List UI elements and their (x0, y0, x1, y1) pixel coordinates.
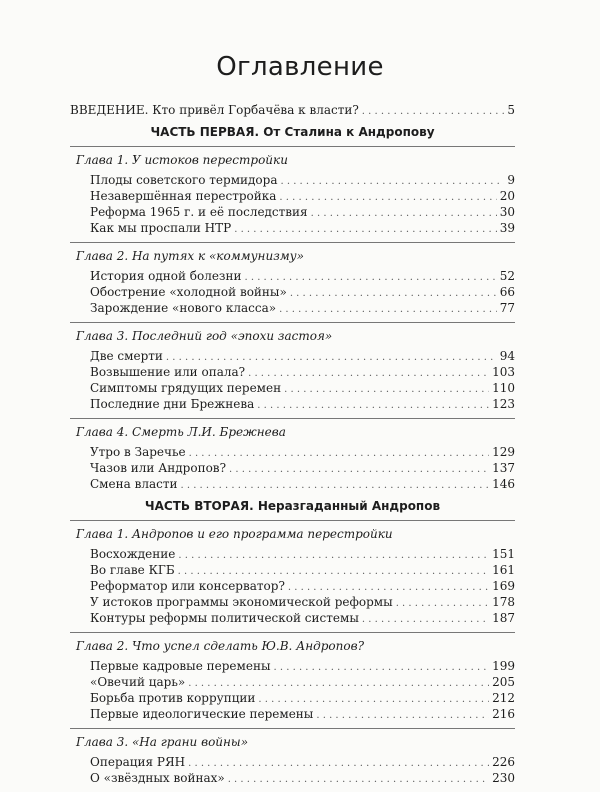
chapter-heading: Глава 1. У истоков перестройки (70, 146, 515, 168)
dot-leader (180, 478, 489, 494)
dot-leader (178, 548, 489, 564)
dot-leader (316, 708, 489, 724)
chapter-heading: Глава 2. Что успел сделать Ю.В. Андропов? (70, 632, 515, 654)
toc-page-number: 77 (499, 301, 515, 315)
toc-page-number: 123 (492, 397, 515, 411)
toc-entry[interactable] (70, 770, 515, 786)
toc-entry[interactable] (70, 690, 515, 706)
toc-entry[interactable] (70, 460, 515, 476)
toc-page-number: 151 (492, 547, 515, 561)
dot-leader (311, 206, 497, 222)
dot-leader (234, 222, 497, 238)
chapter-heading: Глава 3. Последний год «эпохи застоя» (70, 322, 515, 344)
chapter-group (70, 632, 515, 722)
toc-entry-label: Как мы проспали НТР (90, 221, 232, 235)
chapter-heading: Глава 3. «На грани войны» (70, 728, 515, 750)
toc-page-number: 5 (507, 103, 515, 117)
toc-entry-label: Контуры реформы политической системы (90, 611, 359, 625)
toc-entry-label: Операция РЯН (90, 755, 186, 769)
dot-leader (279, 302, 497, 318)
toc-page-number: 52 (499, 269, 515, 283)
toc-entry-label: У истоков программы экономической реформы (90, 595, 393, 609)
chapter-heading: Глава 4. Смерть Л.И. Брежнева (70, 418, 515, 440)
toc-entry[interactable] (70, 594, 515, 610)
toc-page-number: 205 (492, 675, 515, 689)
toc-page-number: 212 (492, 691, 515, 705)
dot-leader (290, 286, 497, 302)
toc-entry-label: Восхождение (90, 547, 176, 561)
toc-page-number: 169 (492, 579, 515, 593)
toc-page-number: 187 (492, 611, 515, 625)
dot-leader (274, 660, 490, 676)
toc-page-number: 216 (492, 707, 515, 721)
dot-leader (284, 382, 489, 398)
toc-page-number: 230 (492, 771, 515, 785)
chapter-group (70, 728, 515, 786)
dot-leader (362, 612, 489, 628)
toc-page-number: 178 (492, 595, 515, 609)
toc-page-number: 199 (492, 659, 515, 673)
toc-entry-label: Смена власти (90, 477, 178, 491)
toc-entry[interactable] (70, 348, 515, 364)
toc-entry[interactable] (70, 284, 515, 300)
toc-page-number: 94 (499, 349, 515, 363)
toc-page-number: 103 (492, 365, 515, 379)
toc-page-number: 20 (499, 189, 515, 203)
toc-entry[interactable] (70, 562, 515, 578)
toc-entry-label: Реформатор или консерватор? (90, 579, 285, 593)
chapter-group (70, 146, 515, 236)
toc-entry[interactable] (70, 268, 515, 284)
chapter-group (70, 520, 515, 626)
dot-leader (248, 366, 489, 382)
chapter-heading: Глава 2. На путях к «коммунизму» (70, 242, 515, 264)
toc-entry-label: «Овечий царь» (90, 675, 186, 689)
toc-page-number: 226 (492, 755, 515, 769)
dot-leader (280, 174, 504, 190)
toc-entry-label: Утро в Заречье (90, 445, 186, 459)
toc-entry[interactable] (70, 300, 515, 316)
toc-entry-label: Борьба против коррупции (90, 691, 256, 705)
toc-entry[interactable] (70, 204, 515, 220)
toc-entry-label: Чазов или Андропов? (90, 461, 226, 475)
toc-entry[interactable] (70, 546, 515, 562)
toc-entry[interactable] (70, 754, 515, 770)
toc-entry-label: Две смерти (90, 349, 163, 363)
toc-entry[interactable] (70, 396, 515, 412)
toc-entry[interactable] (70, 674, 515, 690)
dot-leader (228, 772, 489, 788)
toc-entry-label: История одной болезни (90, 269, 242, 283)
toc-entry-label: Реформа 1965 г. и её последствия (90, 205, 308, 219)
toc-entry-label: О «звёздных войнах» (90, 771, 225, 785)
toc-entry[interactable] (70, 220, 515, 236)
toc-entry[interactable] (70, 706, 515, 722)
toc-page-number: 30 (499, 205, 515, 219)
part-heading: ЧАСТЬ ПЕРВАЯ. От Сталина к Андропову (150, 125, 435, 139)
dot-leader (257, 398, 489, 414)
dot-leader (189, 446, 490, 462)
toc-entry-label: Зарождение «нового класса» (90, 301, 277, 315)
chapter-group (70, 242, 515, 316)
table-of-contents (70, 102, 515, 792)
toc-entry-label: Первые идеологические перемены (90, 707, 314, 721)
toc-entry[interactable] (70, 658, 515, 674)
toc-entry-label: Первые кадровые перемены (90, 659, 271, 673)
toc-page-number: 110 (492, 381, 515, 395)
dot-leader (229, 462, 489, 478)
toc-entry[interactable] (70, 610, 515, 626)
toc-entry[interactable] (70, 476, 515, 492)
toc-page-number: 9 (507, 173, 515, 187)
toc-entry[interactable] (70, 444, 515, 460)
toc-page-number: 39 (499, 221, 515, 235)
toc-entry-label: Плоды советского термидора (90, 173, 278, 187)
chapter-group (70, 322, 515, 412)
toc-entry-introduction[interactable] (70, 102, 515, 118)
toc-entry-label: Во главе КГБ (90, 563, 175, 577)
dot-leader (362, 104, 505, 120)
toc-entry-label: Последние дни Брежнева (90, 397, 255, 411)
toc-entry-label: Обострение «холодной войны» (90, 285, 287, 299)
toc-page-number: 137 (492, 461, 515, 475)
dot-leader (279, 190, 496, 206)
toc-entry[interactable] (70, 578, 515, 594)
toc-entry-label: Симптомы грядущих перемен (90, 381, 282, 395)
dot-leader (188, 756, 489, 772)
toc-page-number: 146 (492, 477, 515, 491)
toc-entry[interactable] (70, 380, 515, 396)
chapter-heading: Глава 1. Андропов и его программа перестройки (70, 520, 515, 542)
toc-entry-label: ВВЕДЕНИЕ. Кто привёл Горбачёва к власти? (70, 103, 359, 117)
toc-entry-label: Возвышение или опала? (90, 365, 246, 379)
toc-page-number: 66 (499, 285, 515, 299)
toc-entry[interactable] (70, 364, 515, 380)
page-title: Оглавление (216, 52, 384, 82)
dot-leader (396, 596, 489, 612)
chapter-group (70, 418, 515, 492)
toc-entry-label: Незавершённая перестройка (90, 189, 277, 203)
toc-page-number: 129 (492, 445, 515, 459)
toc-page-number: 161 (492, 563, 515, 577)
part-heading: ЧАСТЬ ВТОРАЯ. Неразгаданный Андропов (144, 499, 441, 513)
toc-entry[interactable] (70, 188, 515, 204)
toc-entry[interactable] (70, 172, 515, 188)
